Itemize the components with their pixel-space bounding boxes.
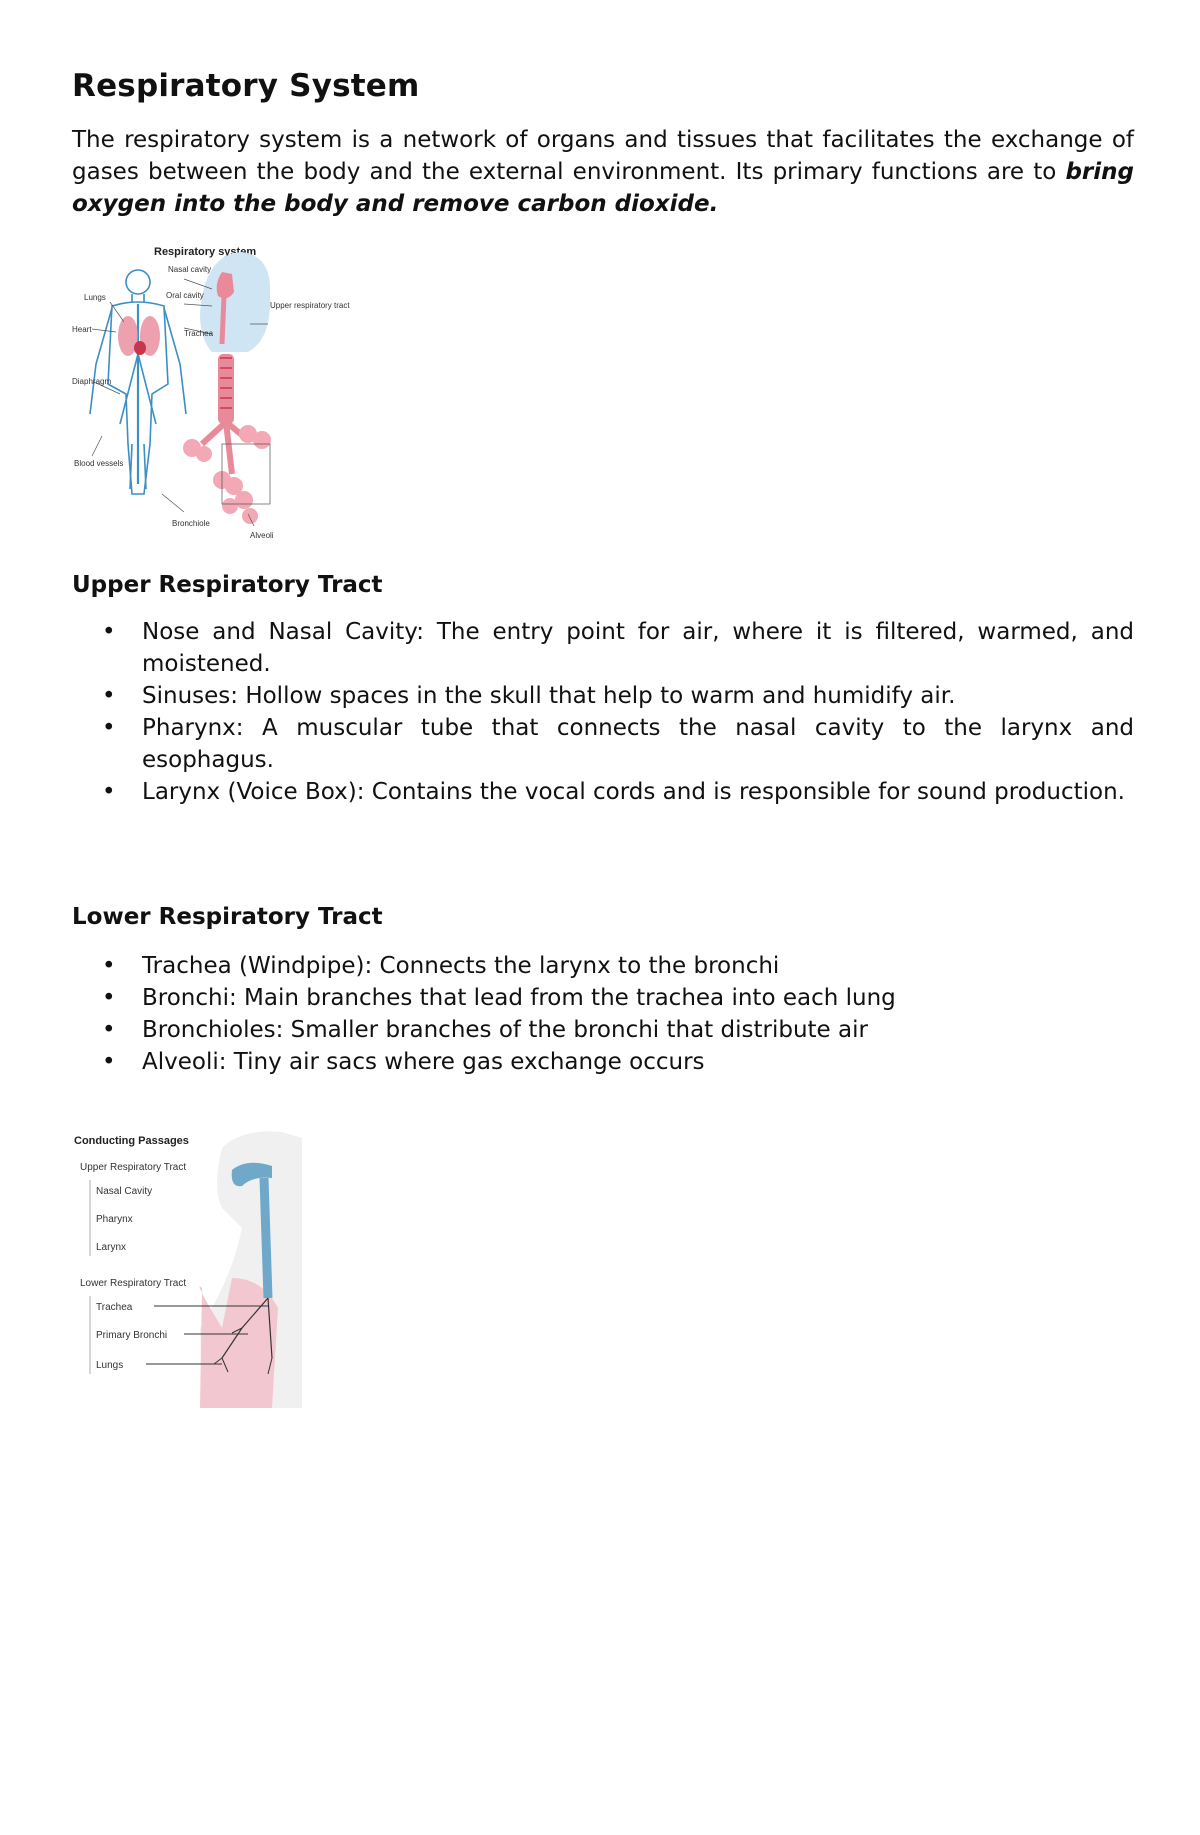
label-bronchiole: Bronchiole [172,519,210,528]
fig2-lower-item: Lungs [96,1360,124,1371]
fig2-lower-item: Trachea [96,1302,133,1313]
intro-end: . [709,191,719,217]
list-item: • Trachea (Windpipe): Connects the larynx to the bronchi [72,950,1134,982]
fig2-lower-label: Lower Respiratory Tract [80,1278,187,1289]
trachea-alveoli-illustration [183,354,271,524]
label-nasal-cavity: Nasal cavity [168,265,212,274]
fig2-upper-item: Larynx [96,1242,127,1253]
fig2-upper-item: Nasal Cavity [96,1186,153,1197]
lower-tract-list [72,950,1134,1078]
respiratory-system-figure [72,244,350,554]
airway-illustration [200,1131,303,1408]
list-item: • Bronchioles: Smaller branches of the bronchi that distribute air [72,1014,1134,1046]
label-lungs: Lungs [84,293,106,302]
label-trachea: Trachea [184,329,214,338]
label-upper-tract: Upper respiratory tract [270,301,350,310]
upper-tract-list [72,616,1134,808]
fig2-title: Conducting Passages [74,1135,189,1147]
intro-paragraph [72,124,1134,220]
fig2-lower-item: Primary Bronchi [96,1330,168,1341]
label-oral-cavity: Oral cavity [166,291,204,300]
page-title: Respiratory System [72,68,420,104]
list-item: • Bronchi: Main branches that lead from the trachea into each lung [72,982,1134,1014]
conducting-passages-figure [72,1128,312,1413]
list-item: • Pharynx: A muscular tube that connects the nasal cavity to the larynx and esophagus. [72,712,1134,776]
label-blood-vessels: Blood vessels [74,459,124,468]
list-item: • Nose and Nasal Cavity: The entry point for air, where it is filtered, warmed, and moistened. [72,616,1134,680]
list-item: • Alveoli: Tiny air sacs where gas exchange occurs [72,1046,1134,1078]
label-diaphragm: Diaphragm [72,377,112,386]
label-heart: Heart [72,325,92,334]
fig2-upper-label: Upper Respiratory Tract [80,1162,187,1173]
intro-text: The respiratory system is a network of organs and tissues that facilitates the exchange of gases between the body and the external environment. Its primary functions are to [72,127,1134,185]
list-item: • Larynx (Voice Box): Contains the vocal cords and is responsible for sound production. [72,776,1134,808]
fig2-upper-item: Pharynx [96,1214,133,1225]
list-item: • Sinuses: Hollow spaces in the skull that help to warm and humidify air. [72,680,1134,712]
lower-tract-heading: Lower Respiratory Tract [72,904,383,930]
intro-emphasis: bring oxygen into the body and remove carbon dioxide [72,159,1134,217]
upper-tract-heading: Upper Respiratory Tract [72,572,383,598]
fig1-title: Respiratory system [154,246,257,258]
label-alveoli: Alveoli [250,531,274,540]
